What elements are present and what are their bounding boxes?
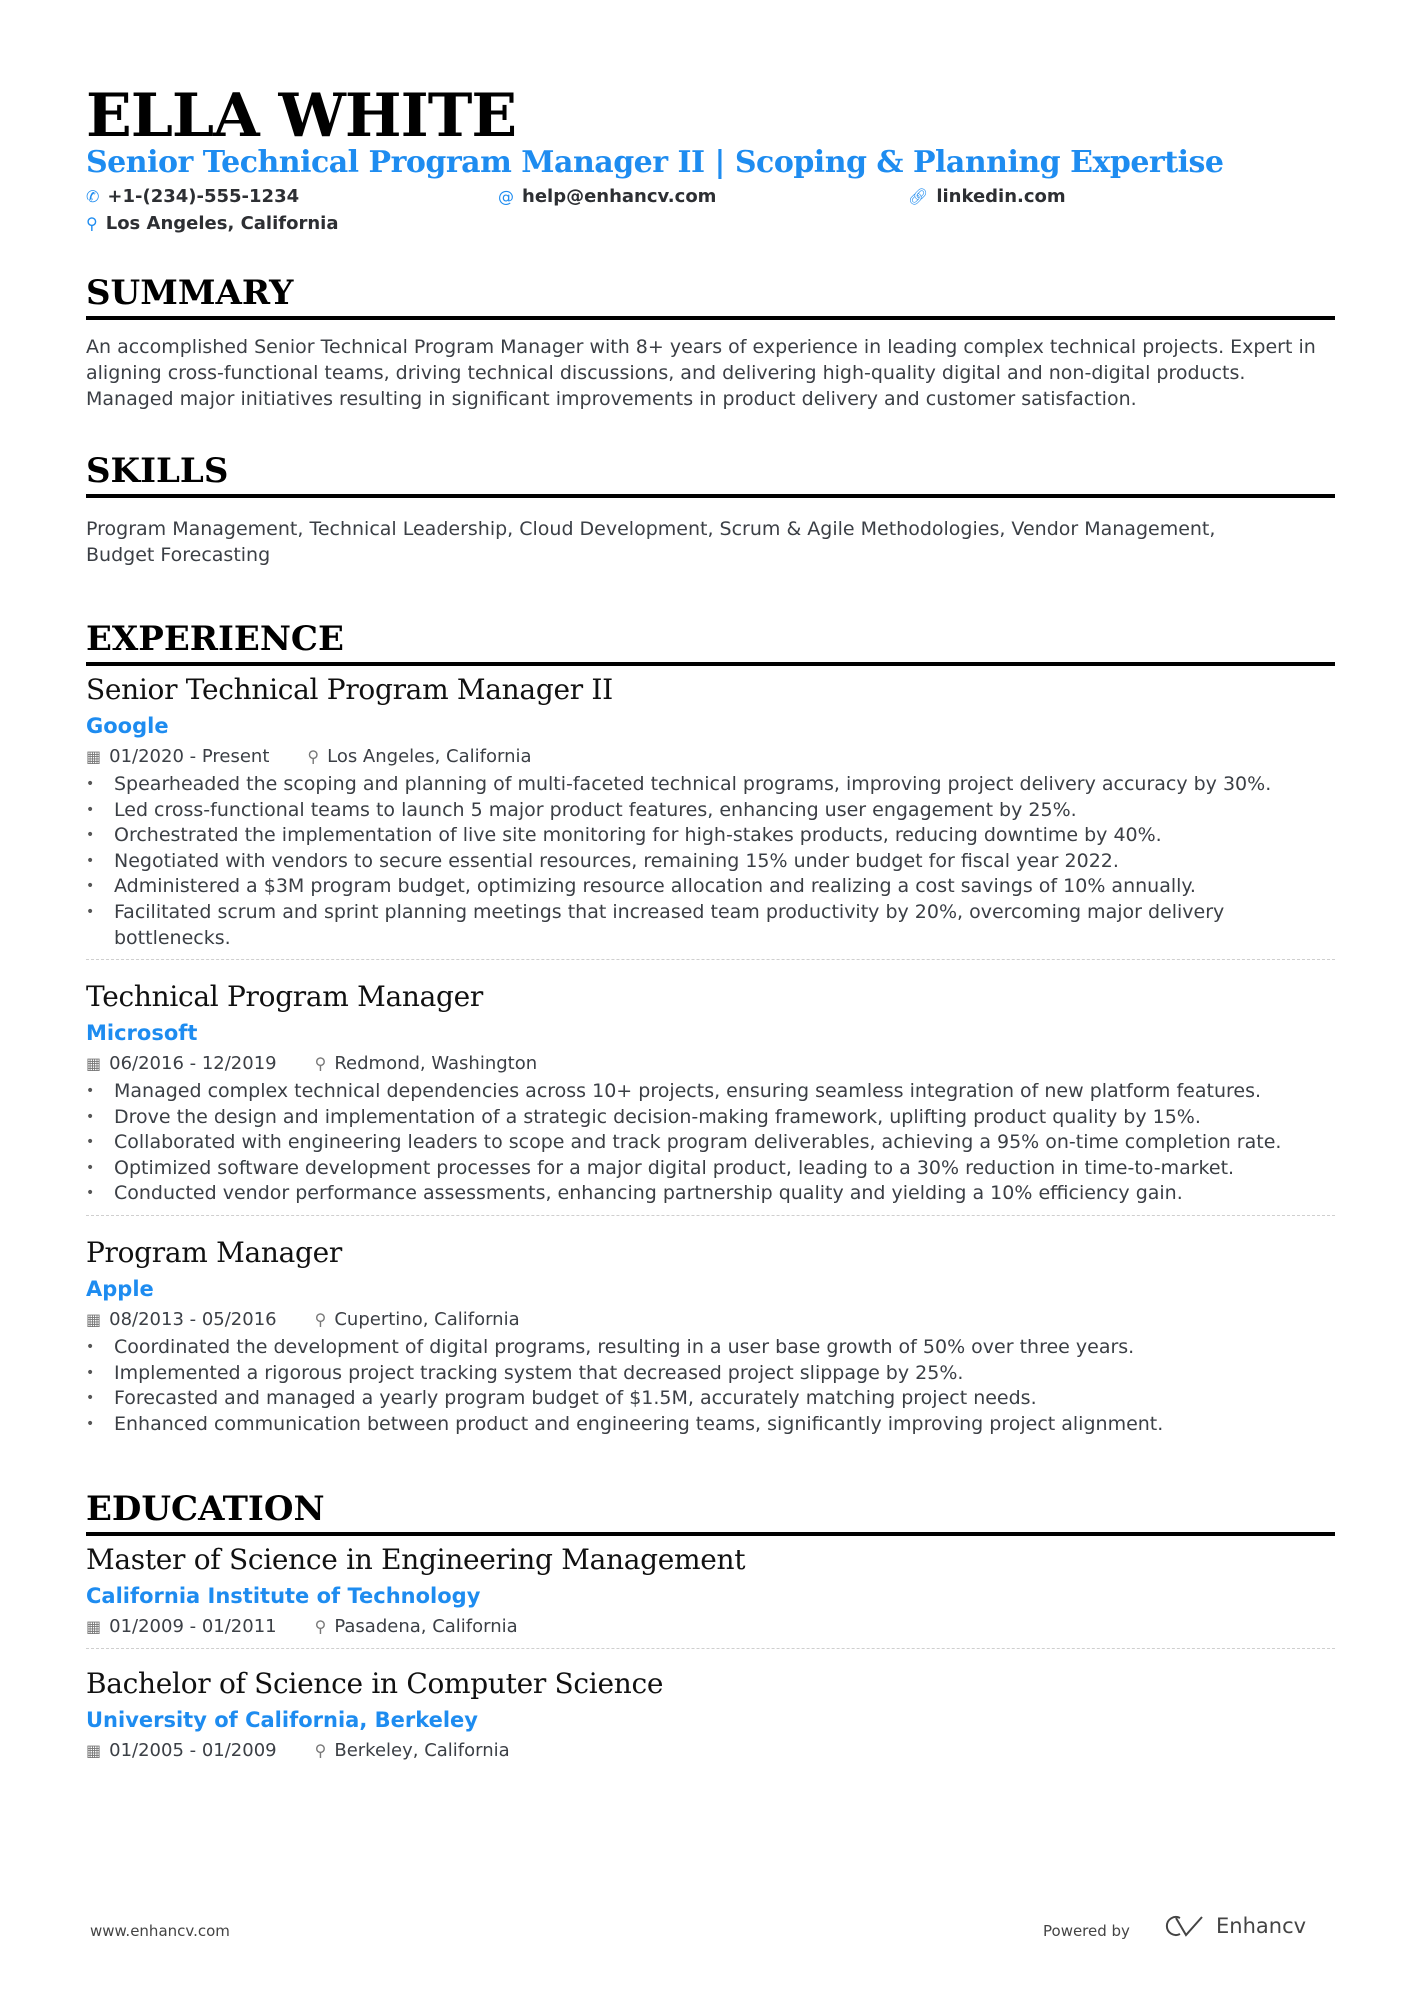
education-section (86, 1489, 1335, 1536)
enhancv-brand-text: Enhancv (1216, 1914, 1307, 1938)
skills-text: Program Management, Technical Leadership, Cloud Development, Scrum & Agile Methodologies, Vendor Management, Budget Forecasting (86, 518, 1216, 566)
candidate-title: Senior Technical Program Manager II | Scoping & Planning Expertise (86, 145, 1224, 180)
candidate-name: ELLA WHITE (86, 81, 517, 151)
location-pin-icon: ⚲ (314, 1054, 327, 1073)
school-name: California Institute of Technology (86, 1584, 481, 1608)
summary-text: An accomplished Senior Technical Program Manager with 8+ years of experience in leading complex technical projects. Expert in aligning cross-functional teams, driving technical discussions, and delivering high-quality digital and non-digital products. Managed major initiatives resulting in significant improvements in product delivery and customer satisfaction. (86, 336, 1316, 410)
degree-title: Master of Science in Engineering Management (86, 1543, 746, 1576)
school-name: University of California, Berkeley (86, 1708, 478, 1732)
phone-text: +1-(234)-555-1234 (107, 186, 300, 207)
location-pin-icon: ⚲ (314, 1741, 327, 1760)
job-location: Cupertino, California (334, 1309, 520, 1330)
skills-heading: SKILLS (86, 454, 1335, 498)
location-pin-icon: ⚲ (307, 747, 320, 766)
experience-entry (86, 1236, 1335, 1437)
enhancv-logo-icon (1162, 1913, 1208, 1939)
job-bullets (86, 1079, 1335, 1207)
bullet-item: • Led cross-functional teams to launch 5 major product features, enhancing user engagement by 25%. (86, 798, 1335, 824)
phone-icon: ✆ (86, 187, 100, 206)
bullet-item: • Optimized software development processes for a major digital product, leading to a 30% reduction in time-to-market. (86, 1156, 1335, 1182)
bullet-item: • Orchestrated the implementation of live site monitoring for high-stakes products, reducing downtime by 40%. (86, 823, 1335, 849)
bullet-item: • Coordinated the development of digital programs, resulting in a user base growth of 50% over three years. (86, 1335, 1335, 1361)
entry-divider (86, 959, 1335, 960)
job-dates: 01/2020 - Present (109, 746, 270, 767)
job-meta (86, 1055, 1335, 1073)
experience-section (86, 619, 1335, 666)
company-name: Apple (86, 1277, 154, 1301)
entry-divider (86, 1648, 1335, 1649)
education-location: Pasadena, California (334, 1616, 518, 1637)
experience-entry (86, 673, 1335, 960)
job-location: Los Angeles, California (327, 746, 532, 767)
education-entry (86, 1667, 1335, 1761)
bullet-item: • Conducted vendor performance assessments, enhancing partnership quality and yielding a 10% efficiency gain. (86, 1181, 1335, 1207)
location-pin-icon: ⚲ (314, 1617, 327, 1636)
job-bullets (86, 772, 1335, 951)
link-text[interactable]: linkedin.com (936, 186, 1066, 207)
skills-section (86, 451, 1335, 568)
at-icon: @ (498, 187, 514, 206)
footer-powered: Powered by (1043, 1922, 1130, 1940)
contact-email[interactable] (498, 186, 716, 207)
contact-link[interactable] (908, 186, 1066, 207)
contact-location (86, 213, 338, 234)
job-location: Redmond, Washington (334, 1053, 538, 1074)
footer-site[interactable]: www.enhancv.com (90, 1922, 230, 1940)
bullet-item: • Implemented a rigorous project tracking system that decreased project slippage by 25%. (86, 1361, 1335, 1387)
education-location: Berkeley, California (334, 1740, 510, 1761)
enhancv-logo (1162, 1913, 1306, 1939)
job-title: Senior Technical Program Manager II (86, 673, 613, 706)
experience-entry (86, 980, 1335, 1216)
job-bullets (86, 1335, 1335, 1437)
education-heading: EDUCATION (86, 1492, 1335, 1536)
summary-section (86, 273, 1335, 412)
bullet-item: • Facilitated scrum and sprint planning meetings that increased team productivity by 20%, overcoming major delivery bottlenecks. (86, 900, 1335, 951)
calendar-icon: ▦ (86, 1054, 102, 1073)
summary-heading: SUMMARY (86, 276, 1335, 320)
bullet-item: • Drove the design and implementation of a strategic decision-making framework, uplifting product quality by 15%. (86, 1105, 1335, 1131)
education-dates: 01/2005 - 01/2009 (109, 1740, 277, 1761)
location-pin-icon: ⚲ (314, 1310, 327, 1329)
calendar-icon: ▦ (86, 747, 102, 766)
bullet-item: • Administered a $3M program budget, optimizing resource allocation and realizing a cost savings of 10% annually. (86, 874, 1335, 900)
calendar-icon: ▦ (86, 1741, 102, 1760)
location-pin-icon: ⚲ (86, 214, 98, 233)
job-dates: 06/2016 - 12/2019 (109, 1053, 277, 1074)
education-meta (86, 1618, 1335, 1636)
company-name: Google (86, 714, 169, 738)
bullet-item: • Spearheaded the scoping and planning of multi-faceted technical programs, improving project delivery accuracy by 30%. (86, 772, 1335, 798)
bullet-item: • Enhanced communication between product and engineering teams, significantly improving project alignment. (86, 1412, 1335, 1438)
calendar-icon: ▦ (86, 1310, 102, 1329)
bullet-item: • Collaborated with engineering leaders to scope and track program deliverables, achieving a 95% on-time completion rate. (86, 1130, 1335, 1156)
job-title: Program Manager (86, 1236, 343, 1269)
bullet-item: • Forecasted and managed a yearly program budget of $1.5M, accurately matching project needs. (86, 1386, 1335, 1412)
job-meta (86, 1311, 1335, 1329)
job-meta (86, 748, 1335, 766)
experience-heading: EXPERIENCE (86, 622, 1335, 666)
degree-title: Bachelor of Science in Computer Science (86, 1667, 664, 1700)
education-meta (86, 1742, 1335, 1760)
entry-divider (86, 1215, 1335, 1216)
education-entry (86, 1543, 1335, 1649)
job-title: Technical Program Manager (86, 980, 484, 1013)
bullet-item: • Managed complex technical dependencies across 10+ projects, ensuring seamless integration of new platform features. (86, 1079, 1335, 1105)
calendar-icon: ▦ (86, 1617, 102, 1636)
contact-phone (86, 186, 299, 207)
company-name: Microsoft (86, 1021, 198, 1045)
email-text[interactable]: help@enhancv.com (522, 186, 717, 207)
link-icon: 🔗︎ (908, 187, 929, 206)
location-text: Los Angeles, California (105, 213, 339, 234)
education-dates: 01/2009 - 01/2011 (109, 1616, 277, 1637)
job-dates: 08/2013 - 05/2016 (109, 1309, 277, 1330)
bullet-item: • Negotiated with vendors to secure essential resources, remaining 15% under budget for fiscal year 2022. (86, 849, 1335, 875)
